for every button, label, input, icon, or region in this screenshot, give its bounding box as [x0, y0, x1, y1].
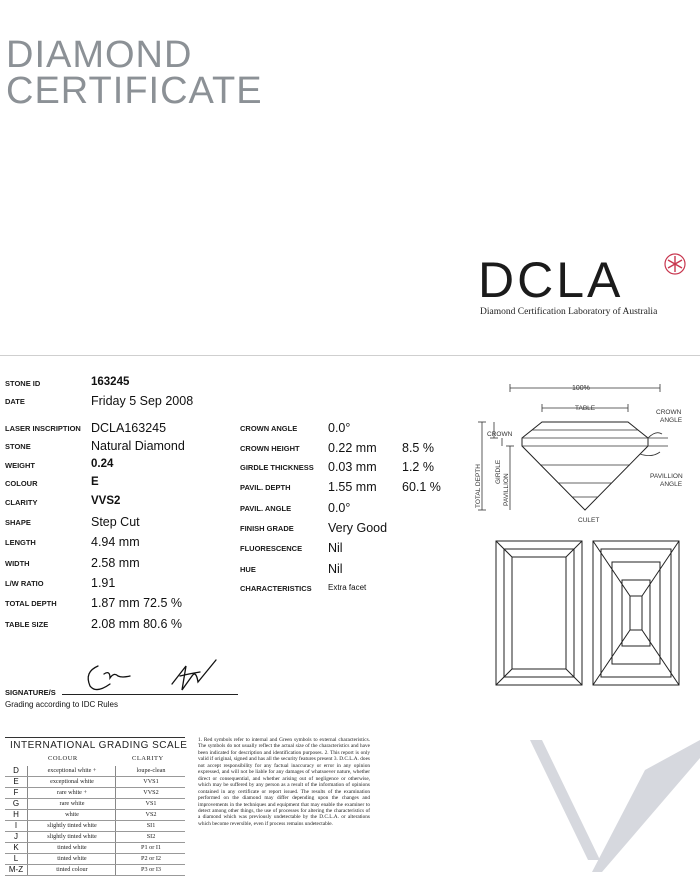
grading-row: [5, 854, 185, 865]
signature-line: [62, 694, 238, 695]
colour-description: slightly tinted white: [27, 832, 116, 842]
grade-letter: K: [13, 843, 19, 852]
watermark-shape: [470, 740, 700, 880]
title-line-2: CERTIFICATE: [6, 70, 263, 112]
grading-rules-note: Grading according to IDC Rules: [5, 700, 118, 709]
width-label: WIDTH: [5, 559, 30, 568]
pavil-angle-value: 0.0°: [328, 501, 351, 515]
date-value: Friday 5 Sep 2008: [91, 394, 194, 408]
pavil-depth-value: 1.55 mm: [328, 480, 377, 494]
clarity-grade: loupe-clean: [115, 766, 186, 776]
crown-height-percent: 8.5 %: [402, 441, 434, 455]
characteristics-label: CHARACTERISTICS: [240, 584, 312, 593]
colour-description: tinted white: [27, 843, 116, 853]
hue-label: HUE: [240, 565, 256, 574]
colour-description: exceptional white +: [27, 766, 116, 776]
clarity-header: CLARITY: [132, 755, 164, 762]
shape-value: Step Cut: [91, 515, 140, 529]
colour-description: slightly tinted white: [27, 821, 116, 831]
grade-letter: G: [12, 799, 20, 808]
colour-value: E: [91, 476, 99, 488]
stone-value: Natural Diamond: [91, 439, 185, 453]
l-w-ratio-value: 1.91: [91, 576, 116, 590]
clarity-grade: VVS1: [115, 777, 186, 787]
hue-value: Nil: [328, 562, 343, 576]
diagram-crown-label: CROWN: [487, 431, 513, 438]
finish-grade-label: FINISH GRADE: [240, 524, 294, 533]
colour-description: white: [27, 810, 116, 820]
grading-row: [5, 832, 185, 843]
grading-row: [5, 865, 185, 876]
certificate-notes: 1. Red symbols refer to internal and Green symbols to external characteristics. The symbols do not usually reflect the actual size of the characteristics and have been indicated for description and identification purposes. 2. This report is only valid if original, signed and has all the security features present 3. D.C.L.A. does not accept responsibility for any factual inaccuracy or error in any opinion expressed, and will not be liable for any damages of whatsoever nature, whether direct or consequential, and whether arising out of negligence or otherwise, which may be suffered by any person as a result of the information of opinions contained in any certificate or report issued. The results of the examination performed on the diamond may differ depending upon the changes and improvements in the techniques and equipment that may enable the examiner to detect among other things, the use of processes for altering the characteristics of a diamond which was previously undetectable by the D.C.L.A. or alterations which become reversible, even if process remains undetectable.: [198, 737, 370, 827]
crown-view-diagram: [495, 540, 583, 686]
signature-label: SIGNATURE/S: [5, 688, 56, 697]
grading-row: [5, 843, 185, 854]
clarity-grade: SI2: [115, 832, 186, 842]
girdle-thickness-percent: 1.2 %: [402, 460, 434, 474]
logo-star-icon: [664, 253, 686, 275]
laser-inscription-value: DCLA163245: [91, 421, 167, 435]
diagram-culet-label: CULET: [578, 517, 600, 524]
section-divider: [0, 355, 700, 356]
grading-row: [5, 788, 185, 799]
logo-subtitle: Diamond Certification Laboratory of Australia: [480, 307, 658, 317]
clarity-grade: VS2: [115, 810, 186, 820]
pavil-depth-label: PAVIL. DEPTH: [240, 483, 291, 492]
total-depth-value: 1.87 mm 72.5 %: [91, 596, 183, 610]
shape-label: SHAPE: [5, 518, 31, 527]
diagram-100-label: 100%: [572, 385, 590, 392]
diagram-pavillion-angle-label-2: ANGLE: [660, 481, 683, 488]
stone-id-value: 163245: [91, 376, 130, 388]
girdle-thickness-label: GIRDLE THICKNESS: [240, 463, 314, 472]
pavil-depth-percent: 60.1 %: [402, 480, 441, 494]
fluorescence-label: FLUORESCENCE: [240, 544, 303, 553]
colour-description: rare white: [27, 799, 116, 809]
clarity-grade: VVS2: [115, 788, 186, 798]
colour-description: exceptional white: [27, 777, 116, 787]
crown-height-value: 0.22 mm: [328, 441, 377, 455]
finish-grade-value: Very Good: [328, 521, 388, 535]
table-size-label: TABLE SIZE: [5, 620, 49, 629]
l-w-ratio-label: L/W RATIO: [5, 579, 44, 588]
diagram-crown-angle-label-1: CROWN: [656, 409, 682, 416]
width-value: 2.58 mm: [91, 556, 140, 570]
clarity-grade: P2 or I2: [115, 854, 186, 864]
characteristics-value: Extra facet: [328, 583, 367, 592]
grade-letter: F: [13, 788, 19, 797]
pavilion-view-diagram: [592, 540, 680, 686]
grade-letter: I: [14, 821, 18, 830]
clarity-grade: VS1: [115, 799, 186, 809]
clarity-grade: SI1: [115, 821, 186, 831]
pavil-angle-label: PAVIL. ANGLE: [240, 504, 292, 513]
clarity-label: CLARITY: [5, 498, 38, 507]
diagram-total-depth-label: TOTAL DEPTH: [475, 464, 482, 508]
clarity-value: VVS2: [91, 495, 121, 507]
colour-description: tinted colour: [27, 865, 116, 875]
laser-inscription-label: LASER INSCRIPTION: [5, 424, 81, 433]
title-line-1: DIAMOND: [6, 34, 193, 76]
clarity-grade: P1 or I1: [115, 843, 186, 853]
grade-letter: H: [13, 810, 19, 819]
colour-label: COLOUR: [5, 479, 38, 488]
grade-letter: M-Z: [8, 865, 24, 874]
grading-row: [5, 810, 185, 821]
grading-row: [5, 777, 185, 788]
grade-letter: L: [13, 854, 19, 863]
stone-label: STONE: [5, 442, 31, 451]
crown-height-label: CROWN HEIGHT: [240, 444, 300, 453]
grading-row: [5, 821, 185, 832]
colour-description: tinted white: [27, 854, 116, 864]
grade-letter: E: [13, 777, 19, 786]
crown-angle-label: CROWN ANGLE: [240, 424, 298, 433]
grade-letter: D: [13, 766, 19, 775]
grading-row: [5, 799, 185, 810]
diagram-pavillion-angle-label-1: PAVILLION: [650, 473, 683, 480]
stone-id-label: STONE ID: [5, 379, 41, 388]
diagram-pavillion-label: PAVILLION: [503, 473, 510, 506]
diagram-table-label: TABLE: [575, 405, 596, 412]
girdle-thickness-value: 0.03 mm: [328, 460, 377, 474]
grade-letter: J: [14, 832, 18, 841]
diamond-profile-diagram: [470, 380, 700, 530]
total-depth-label: TOTAL DEPTH: [5, 599, 57, 608]
weight-value: 0.24: [91, 458, 114, 470]
length-label: LENGTH: [5, 538, 36, 547]
colour-header: COLOUR: [48, 755, 78, 762]
weight-label: WEIGHT: [5, 461, 35, 470]
logo-wordmark: DCLA: [478, 252, 624, 308]
date-label: DATE: [5, 397, 25, 406]
table-size-value: 2.08 mm 80.6 %: [91, 617, 183, 631]
fluorescence-value: Nil: [328, 541, 343, 555]
signature-mark: [80, 650, 240, 700]
length-value: 4.94 mm: [91, 535, 140, 549]
colour-description: rare white +: [27, 788, 116, 798]
diagram-girdle-label: GIRDLE: [495, 459, 502, 484]
grading-row: [5, 766, 185, 777]
diagram-crown-angle-label-2: ANGLE: [660, 417, 683, 424]
crown-angle-value: 0.0°: [328, 421, 351, 435]
clarity-grade: P3 or I3: [115, 865, 186, 875]
grading-scale-title: INTERNATIONAL GRADING SCALE: [10, 740, 188, 751]
